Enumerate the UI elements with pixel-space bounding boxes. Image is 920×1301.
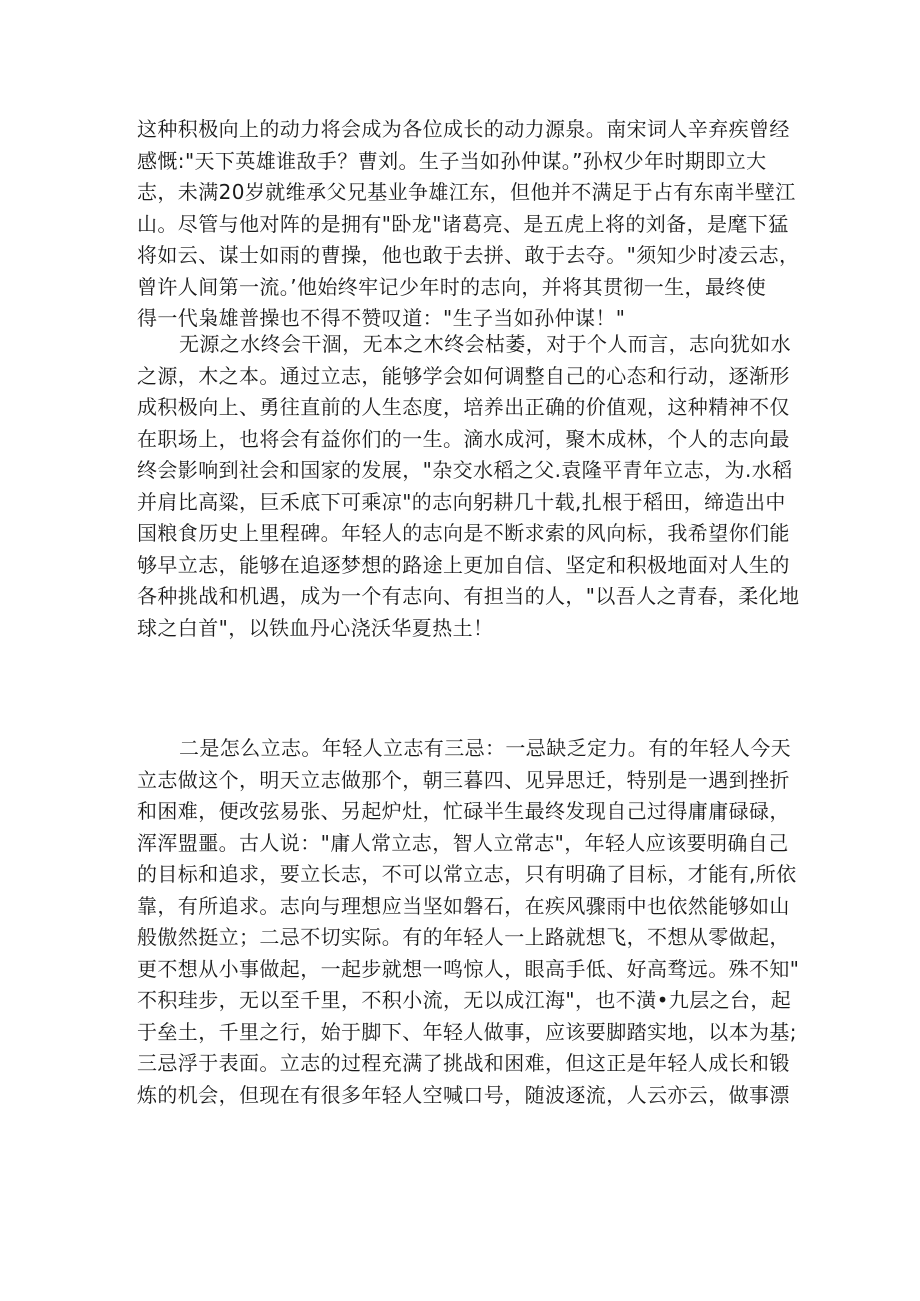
text-line: 并肩比高粱，巨禾底下可乘凉"的志向躬耕几十载,扎根于稻田，缔造出中: [137, 489, 786, 514]
text-line: 球之白首"，以铁血丹心浇沃华夏热土！: [137, 615, 494, 640]
text-line: 的目标和追求，要立长志，不可以常立志，只有明确了目标，才能有,所依: [137, 862, 797, 886]
text-line: 在职场上，也将会有益你们的一生。滴水成河，聚木成林，个人的志向最: [137, 426, 790, 451]
paragraph-source-of-ambition: [137, 329, 800, 644]
text-line: 终会影响到社会和国家的发展，"杂交水稻之父.袁隆平青年立志，为.水稻: [137, 458, 793, 482]
text-line: 这种积极向上的动力将会成为各位成长的动力源泉。南宋词人辛弃疾曾经: [137, 117, 790, 141]
text-line: 之源，木之本。通过立志，能够学会如何调整自己的心态和行动，逐渐形: [137, 363, 790, 388]
text-line: 够早立志，能够在追逐梦想的路途上更加自信、坚定和积极地面对人生的: [137, 552, 790, 577]
text-line: 靠，有所追求。志向与理想应当坚如磐石，在疾风骤雨中也依然能够如山: [137, 893, 790, 918]
text-line: 更不想从小事做起，一起步就想一鸣惊人，眼高手低、好高骛远。殊不知": [137, 956, 800, 981]
text-line: 无源之水终会干涸，无本之木终会枯萎，对于个人而言，志向犹如水: [179, 332, 791, 356]
text-line: 成积极向上、勇往直前的人生态度，培养出正确的价值观，这种精神不仅: [137, 395, 790, 419]
text-line: 曾许人间第一流。’他始终牢记少年时的志向，并将其贯彻一生，最终使: [137, 274, 767, 299]
text-line: 和困难，便改弦易张、另起炉灶，忙碌半生最终发现自己过得庸庸碌碌，: [137, 799, 790, 823]
text-line: 各种挑战和机遇，成为一个有志向、有担当的人，"以吾人之青春，柔化地: [137, 584, 800, 608]
text-line: 将如云、谋士如雨的曹操，他也敢于去拼、敢于去夺。"须知少时凌云志，: [137, 243, 800, 267]
paragraph-how-to-set-goals: [137, 733, 800, 1111]
text-line: 般傲然挺立；二忌不切实际。有的年轻人一上路就想飞，不想从零做起，: [137, 925, 790, 949]
text-line: 浑浑盟噩。古人说："庸人常立志，智人立常志"，年轻人应该要明确自己: [137, 830, 789, 855]
paragraph-sun-quan: [137, 114, 800, 335]
text-line: 不积珪步，无以至千里，不积小流，无以成江海"，也不潢•九层之台，起: [137, 988, 792, 1012]
text-line: 立志做这个，明天立志做那个，朝三暮四、见异思迁，特别是一遇到挫折: [137, 767, 790, 792]
text-line: 感慨:"天下英雄谁敌手？曹刘。生子当如孙仲谋。”孙权少年时期即立大: [137, 148, 767, 173]
text-line: 志，未满20岁就维承父兄基业争雄江东，但他并不满足于占有东南半壁江: [137, 180, 796, 204]
text-line: 山。尽管与他对阵的是拥有"卧龙"诸葛亮、是五虎上将的刘备，是麾下猛: [137, 211, 789, 236]
text-line: 三忌浮于表面。立志的过程充满了挑战和困难，但这正是年轻人成长和锻: [137, 1051, 790, 1075]
text-line: 得一代枭雄普操也不得不赞叹道："生子当如孙仲谋！": [137, 306, 626, 330]
text-line: 二是怎么立志。年轻人立志有三忌：一忌缺乏定力。有的年轻人今天: [179, 736, 791, 760]
text-line: 国粮食历史上里程碑。年轻人的志向是不断求索的风向标，我希望你们能: [137, 521, 790, 545]
text-line: 于垒土，千里之行，始于脚下、年轻人做事，应该要脚踏实地，以本为基;: [137, 1019, 797, 1044]
text-line: 炼的机会，但现在有很多年轻人空喊口号，随波逐流，人云亦云，做事漂: [137, 1082, 790, 1107]
